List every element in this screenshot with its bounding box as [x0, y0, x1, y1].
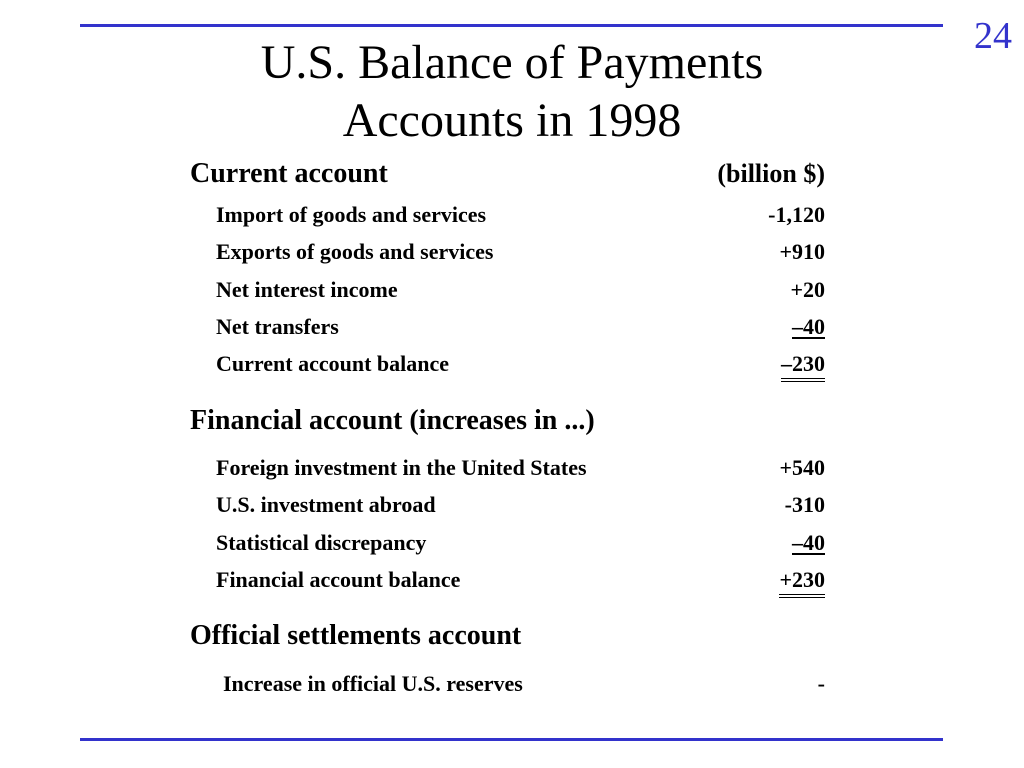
unit-label: (billion $): [717, 159, 825, 188]
row-value: -: [817, 671, 825, 696]
row-value: –230: [781, 350, 825, 382]
section-heading: Financial account (increases in ...): [190, 405, 595, 436]
table-row: [0, 454, 1024, 494]
table-row: [0, 566, 1024, 606]
row-label: U.S. investment abroad: [216, 492, 436, 517]
row-label: Current account balance: [216, 351, 450, 376]
row-value: –40: [792, 314, 825, 339]
row-label: Statistical discrepancy: [216, 530, 427, 555]
row-value: +20: [790, 277, 825, 302]
row-label: Increase in official U.S. reserves: [223, 671, 523, 696]
row-value: +910: [779, 239, 825, 264]
row-label: Financial account balance: [216, 567, 461, 592]
table-row: [0, 276, 1024, 316]
slide-title: [0, 34, 1024, 150]
row-label: Exports of goods and services: [216, 239, 494, 264]
financial-account-header: [0, 404, 1024, 444]
row-label: Import of goods and services: [216, 202, 487, 227]
row-label: Foreign investment in the United States: [216, 455, 587, 480]
row-value: –40: [792, 530, 825, 555]
bottom-rule: [80, 738, 943, 741]
section-heading: Official settlements account: [190, 620, 522, 651]
table-row: [0, 670, 1024, 710]
table-row: [0, 350, 1024, 390]
row-value: +540: [779, 455, 825, 480]
section-heading: Current account: [190, 158, 388, 189]
row-value: -310: [784, 492, 825, 517]
row-value: +230: [779, 566, 825, 598]
row-value: -1,120: [768, 202, 825, 227]
title-line-2: Accounts in 1998: [342, 94, 682, 147]
title-line-1: U.S. Balance of Payments: [260, 36, 764, 89]
row-label: Net interest income: [216, 277, 398, 302]
table-row: [0, 201, 1024, 241]
official-settlements-header: [0, 619, 1024, 659]
row-label: Net transfers: [216, 314, 339, 339]
slide-number: 24: [974, 15, 1012, 57]
top-rule: [80, 24, 943, 27]
table-row: [0, 491, 1024, 531]
table-row: [0, 313, 1024, 353]
current-account-header: [0, 157, 1024, 197]
table-row: [0, 529, 1024, 569]
table-row: [0, 238, 1024, 278]
